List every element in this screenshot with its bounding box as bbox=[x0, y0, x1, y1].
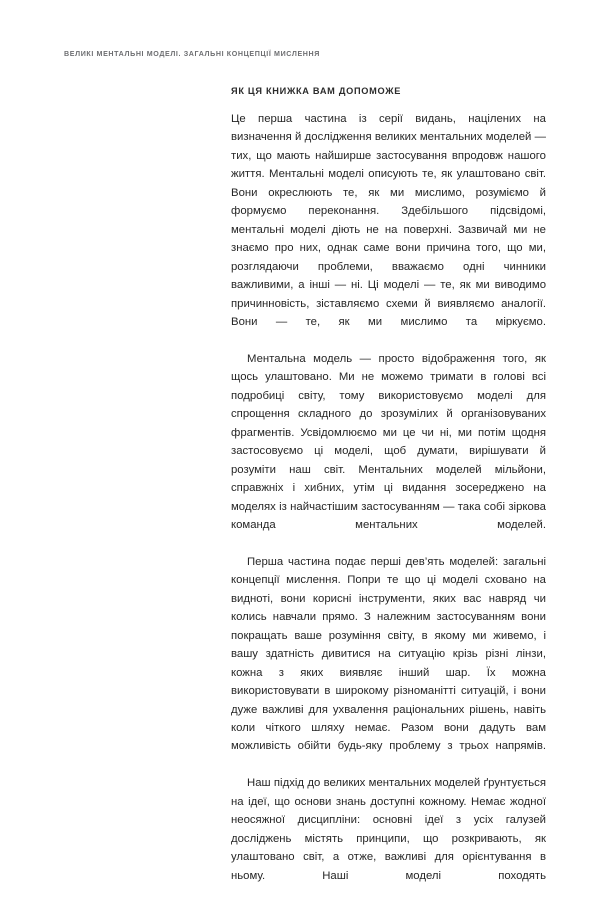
text-column bbox=[231, 86, 546, 904]
paragraph-2: Ментальна модель — просто відображення того, як щось улаштовано. Ми не можемо тримати в голові всі подробиці світу, тому використовуємо моделі для спрощення складного до зрозумілих й організовуваних фрагментів. Усвідомлюємо ми це чи ні, ми потім щодня застосовуємо ці моделі, щоб думати, вирішувати й розуміти наш світ. Ментальних моделей мільйони, справжніх і хибних, утім ці видання зосереджено на моделях із найчастішим застосуванням — така собі зіркова команда ментальних моделей. bbox=[231, 352, 546, 531]
paragraph-1: Це перша частина із серії видань, націлених на визначення й дослідження великих ментальних моделей — тих, що мають найширше застосування впродовж нашого життя. Ментальні моделі описують те, як улаштовано світ. Вони окреслюють те, як ми мислимо, розуміємо й формуємо переконання. Здебільшого підсвідомі, ментальні моделі діють не на поверхні. Зазвичай ми не знаємо про них, однак саме вони причина того, що ми, розглядаючи проблеми, вважаємо одні чинники важливими, а інші — ні. Ці моделі — те, як ми виводимо причинновість, зіставляємо схеми й виявляємо аналогії. Вони — те, як ми мислимо та міркуємо. bbox=[231, 113, 546, 329]
paragraph-4: Наш підхід до великих ментальних моделей ґрунтується на ідеї, що основи знань доступні кожному. Немає жодної неосяжної дисципліни: основні ідеї з усіх галузей досліджень містять принципи, що розкривають, як улаштовано світ, а отже, важливі для орієнтування в ньому. Наші моделі походять bbox=[231, 777, 546, 882]
running-head: ВЕЛИКІ МЕНТАЛЬНІ МОДЕЛІ. ЗАГАЛЬНІ КОНЦЕПЦІЇ МИСЛЕННЯ bbox=[64, 50, 321, 58]
paragraph-3: Перша частина подає перші дев’ять моделей: загальні концепції мислення. Попри те що ці моделі сховано на видноті, вони корисні інструменти, яких вас навряд чи колись навчали прямо. З належним застосуванням вони покращать ваше розуміння світу, в якому ми живемо, і вашу здатність дивитися на ситуацію крізь різні лінзи, кожна з яких виявляє інший шар. Їх можна використовувати в широкому різноманітті ситуацій, і вони дуже важливі для ухвалення раціональних рішень, навіть коли чіткого шляху немає. Разом вони дадуть вам можливість обійти будь-яку проблему з трьох напрямів. bbox=[231, 555, 546, 753]
section-title: ЯК ЦЯ КНИЖКА ВАМ ДОПОМОЖЕ bbox=[231, 86, 402, 96]
